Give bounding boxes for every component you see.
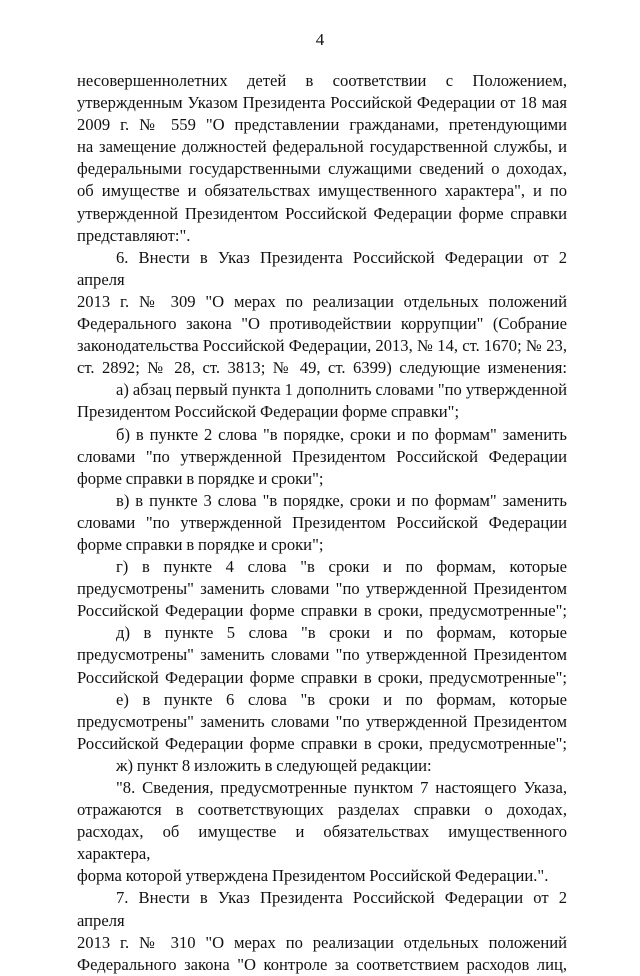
document-body xyxy=(77,70,567,976)
text-line: законодательства Российской Федерации, 2013, № 14, ст. 1670; № 23, xyxy=(77,336,567,356)
text-line: Российской Федерации форме справки в сроки, предусмотренные"; xyxy=(77,667,567,687)
text-line: словами "по утвержденной Президентом Российской Федерации xyxy=(77,512,567,532)
text-line: 2009 г. № 559 "О представлении гражданами, претендующими xyxy=(77,115,567,135)
text-line: Федерального закона "О контроле за соответствием расходов лиц, xyxy=(77,954,567,974)
text-line: предусмотрены" заменить словами "по утвержденной Президентом xyxy=(77,645,567,665)
text-line: 6. Внести в Указ Президента Российской Федерации от 2 апреля xyxy=(77,247,567,289)
text-line: представляют:". xyxy=(77,225,191,245)
page-number: 4 xyxy=(315,30,325,49)
text-line: отражаются в соответствующих разделах справки о доходах, xyxy=(77,800,567,820)
text-line: форме справки в порядке и сроки"; xyxy=(77,534,324,554)
text-line: федеральными государственными служащими сведений о доходах, xyxy=(77,159,567,179)
text-line: а) абзац первый пункта 1 дополнить словами "по утвержденной xyxy=(116,380,567,400)
text-line: форме справки в порядке и сроки"; xyxy=(77,468,324,488)
text-line: словами "по утвержденной Президентом Российской Федерации xyxy=(77,446,567,466)
text-line: об имуществе и обязательствах имущественного характера", и по xyxy=(77,181,567,201)
text-line: б) в пункте 2 слова "в порядке, сроки и по формам" заменить xyxy=(116,424,567,444)
text-line: 2013 г. № 310 "О мерах по реализации отдельных положений xyxy=(77,932,567,952)
text-line: утвержденным Указом Президента Российской Федерации от 18 мая xyxy=(77,93,567,113)
text-line: утвержденной Президентом Российской Федерации форме справки xyxy=(77,203,567,223)
text-line: Президентом Российской Федерации форме справки"; xyxy=(77,402,460,422)
text-line: Федерального закона "О противодействии коррупции" (Собрание xyxy=(77,314,567,334)
text-line: Российской Федерации форме справки в сроки, предусмотренные"; xyxy=(77,601,567,621)
text-line: ж) пункт 8 изложить в следующей редакции: xyxy=(116,755,432,775)
text-line: форма которой утверждена Президентом Российской Федерации.". xyxy=(77,866,549,886)
text-line: расходах, об имуществе и обязательствах имущественного характера, xyxy=(77,822,567,864)
text-line: г) в пункте 4 слова "в сроки и по формам, которые xyxy=(116,557,567,577)
text-line: предусмотрены" заменить словами "по утвержденной Президентом xyxy=(77,579,567,599)
text-line: предусмотрены" заменить словами "по утвержденной Президентом xyxy=(77,711,567,731)
text-line: д) в пункте 5 слова "в сроки и по формам, которые xyxy=(116,623,567,643)
text-line: на замещение должностей федеральной государственной службы, и xyxy=(77,137,567,157)
text-line: "8. Сведения, предусмотренные пунктом 7 настоящего Указа, xyxy=(116,778,567,797)
text-line: е) в пункте 6 слова "в сроки и по формам, которые xyxy=(116,689,567,709)
text-line: 2013 г. № 309 "О мерах по реализации отдельных положений xyxy=(77,291,567,311)
text-line: ст. 2892; № 28, ст. 3813; № 49, ст. 6399) следующие изменения: xyxy=(77,358,567,378)
text-line: Российской Федерации форме справки в сроки, предусмотренные"; xyxy=(77,733,567,753)
text-line: 7. Внести в Указ Президента Российской Федерации от 2 апреля xyxy=(77,888,567,930)
text-line: в) в пункте 3 слова "в порядке, сроки и по формам" заменить xyxy=(116,490,567,510)
text-line: несовершеннолетних детей в соответствии с Положением, xyxy=(77,71,567,90)
